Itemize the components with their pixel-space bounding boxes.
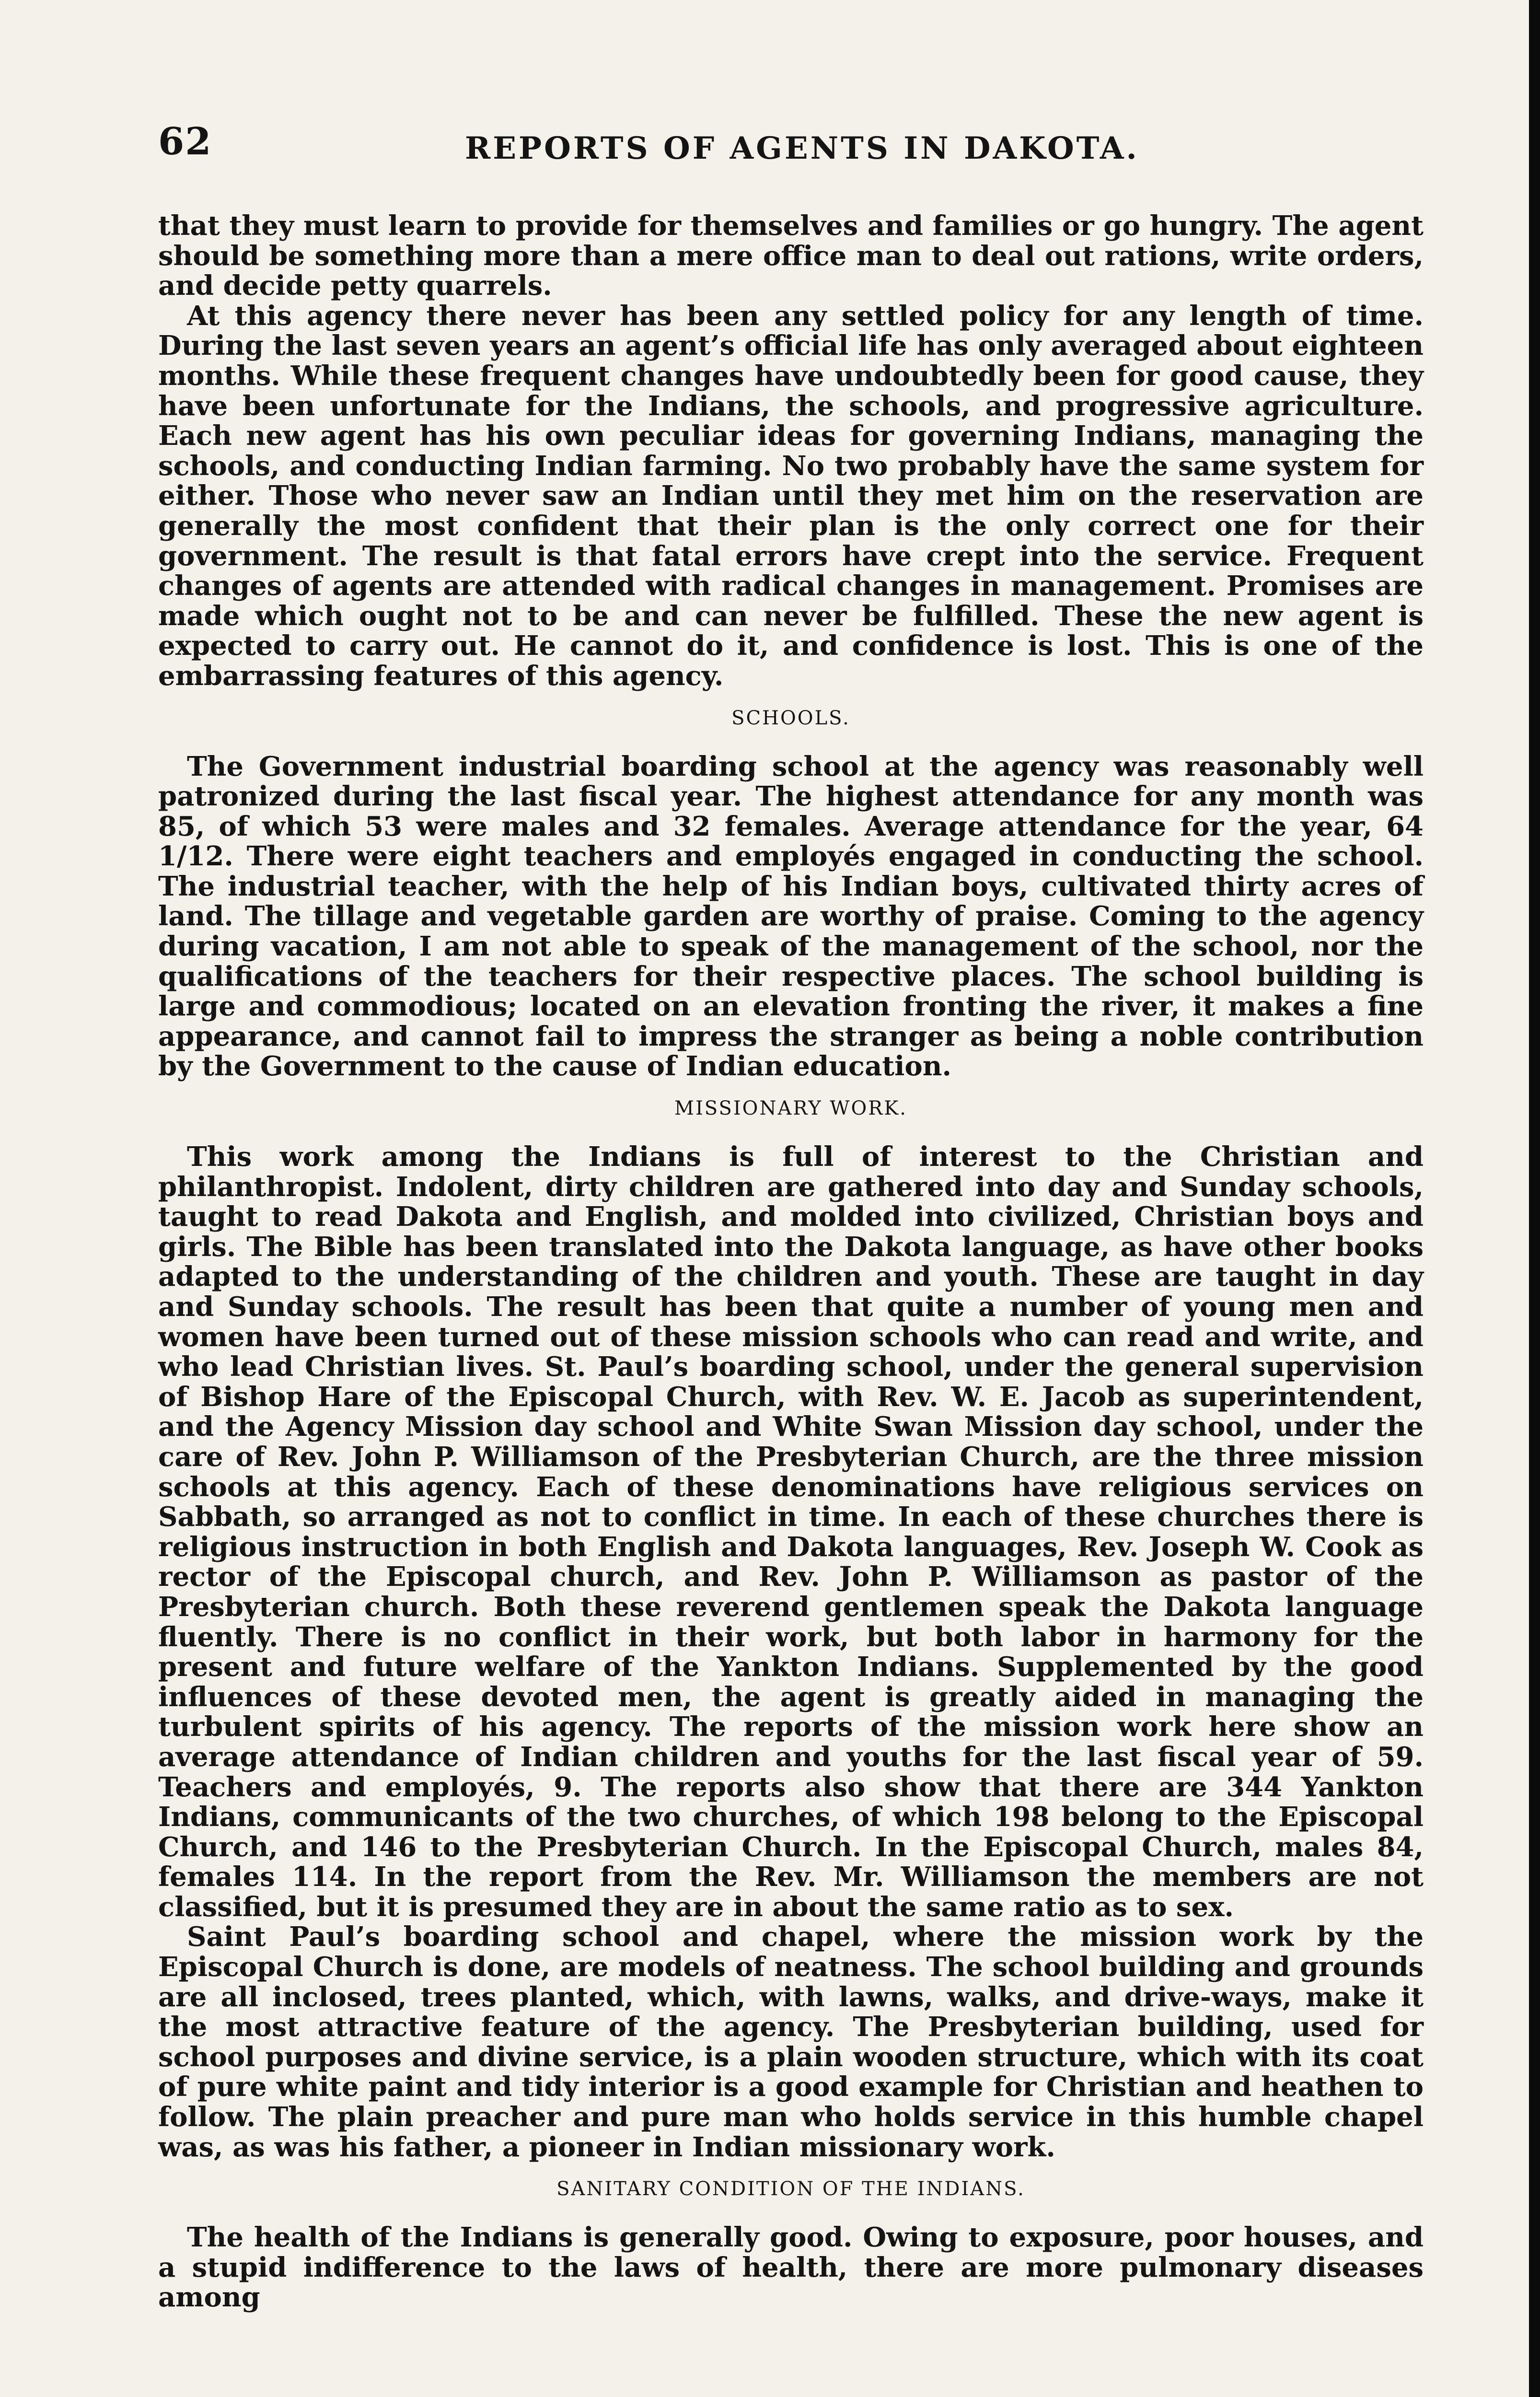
paragraph-sanitary: The health of the Indians is generally good. Owing to exposure, poor houses, and a stupid indifference to the laws of health, there are more pulmonary diseases among: [158, 2222, 1424, 2314]
scan-edge-right: [1529, 0, 1540, 2397]
paragraph-missionary-work: This work among the Indians is full of interest to the Christian and philanthropist. Indolent, dirty children are gathered into day and Sunday schools, taught to read Dakota and English, and molded into civilized, Christian boys and girls. The Bible has been translated into the Dakota language, as have other books adapted to the understanding of the children and youth. These are taught in day and Sunday schools. The result has been that quite a number of young men and women have been turned out of these mission schools who can read and write, and who lead Christian lives. St. Paul’s boarding school, under the general supervision of Bishop Hare of the Episcopal Church, with Rev. W. E. Jacob as superintendent, and the Agency Mission day school and White Swan Mission day school, under the care of Rev. John P. Williamson of the Presbyterian Church, are the three mission schools at this agency. Each of these denominations have religious services on Sabbath, so arranged as not to conflict in time. In each of these churches there is religious instruction in both English and Dakota languages, Rev. Joseph W. Cook as rector of the Episcopal church, and Rev. John P. Williamson as pastor of the Presbyterian church. Both these reverend gentlemen speak the Dakota language fluently. There is no conflict in their work, but both labor in harmony for the present and future welfare of the Yankton Indians. Supplemented by the good influences of these devoted men, the agent is greatly aided in managing the turbulent spirits of his agency. The reports of the mission work here show an average attendance of Indian children and youths for the last fiscal year of 59. Teachers and employés, 9. The reports also show that there are 344 Yankton Indians, communicants of the two churches, of which 198 belong to the Episcopal Church, and 146 to the Presbyterian Church. In the Episcopal Church, males 84, females 114. In the report from the Rev. Mr. Williamson the members are not classified, but it is presumed they are in about the same ratio as to sex.: [158, 1141, 1424, 1923]
running-title: REPORTS OF AGENTS IN DAKOTA.: [465, 130, 1139, 166]
section-heading-missionary-work: MISSIONARY WORK.: [674, 1097, 907, 1120]
paragraph-continuation: that they must learn to provide for themselves and families or go hungry. The agent should be something more than a mere office man to deal out rations, write orders, and decide petty quarrels.: [158, 210, 1424, 302]
page-number: 62: [158, 120, 212, 163]
page-header: [158, 120, 1443, 173]
body-text: [158, 211, 1424, 2313]
paragraph-schools: The Government industrial boarding school at the agency was reasonably well patronized during the last fiscal year. The highest attendance for any month was 85, of which 53 were males and 32 females. Average attendance for the year, 64 1/12. There were eight teachers and employés engaged in conducting the school. The industrial teacher, with the help of his Indian boys, cultivated thirty acres of land. The tillage and vegetable garden are worthy of praise. Coming to the agency during vacation, I am not able to speak of the management of the school, nor the qualifications of the teachers for their respective places. The school building is large and commodious; located on an elevation fronting the river, it makes a fine appearance, and cannot fail to impress the stranger as being a noble contribution by the Government to the cause of Indian education.: [158, 750, 1424, 1082]
paragraph-saint-pauls: Saint Paul’s boarding school and chapel, where the mission work by the Episcopal Church is done, are models of neatness. The school building and grounds are all inclosed, trees planted, which, with lawns, walks, and drive-ways, make it the most attractive feature of the agency. The Presbyterian building, used for school purposes and divine service, is a plain wooden structure, which with its coat of pure white paint and tidy interior is a good example for Christian and heathen to follow. The plain preacher and pure man who holds service in this humble chapel was, as was his father, a pioneer in Indian missionary work.: [158, 1921, 1424, 2163]
section-heading-sanitary-condition: SANITARY CONDITION OF THE INDIANS.: [556, 2178, 1025, 2200]
paragraph-agency-policy: At this agency there never has been any settled policy for any length of time. During the last seven years an agent’s official life has only averaged about eighteen months. While these frequent changes have undoubtedly been for good cause, they have been unfortunate for the Indians, the schools, and progressive agriculture. Each new agent has his own peculiar ideas for governing Indians, managing the schools, and conducting Indian farming. No two probably have the same system for either. Those who never saw an Indian until they met him on the reservation are generally the most confident that their plan is the only correct one for their government. The result is that fatal errors have crept into the service. Frequent changes of agents are attended with radical changes in management. Promises are made which ought not to be and can never be fulfilled. These the new agent is expected to carry out. He cannot do it, and confidence is lost. This is one of the embarrassing features of this agency.: [158, 300, 1424, 692]
section-heading-schools: SCHOOLS.: [731, 707, 850, 729]
